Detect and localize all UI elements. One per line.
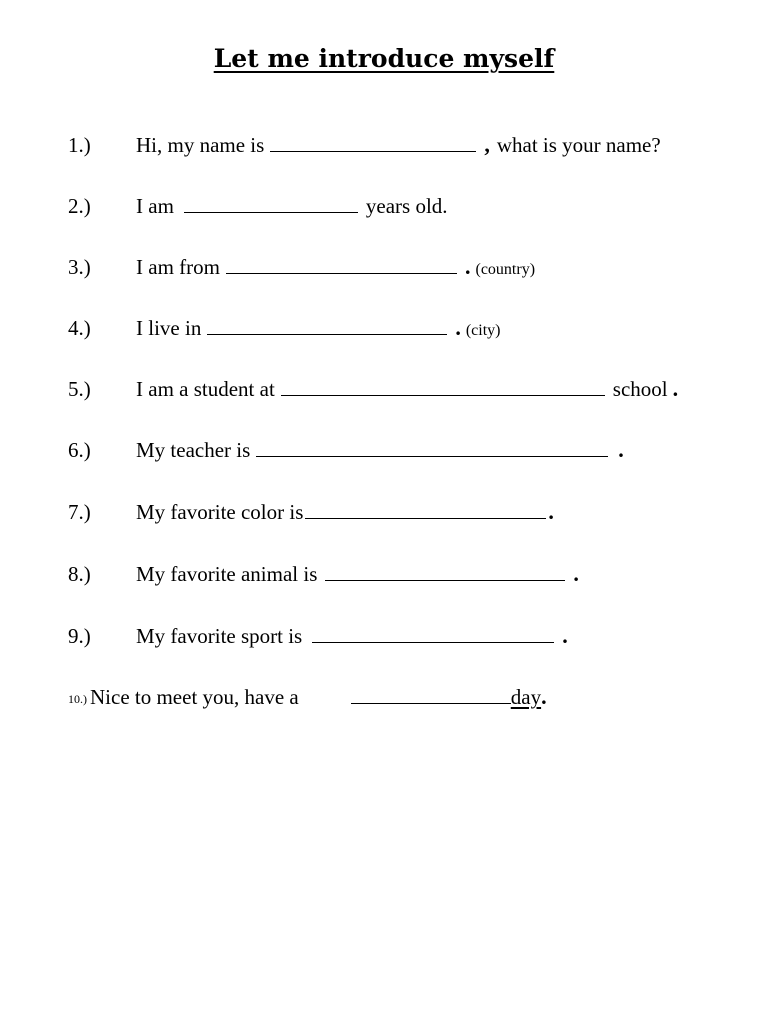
answer-blank[interactable] bbox=[184, 192, 358, 213]
worksheet-item-9 bbox=[0, 621, 768, 651]
item-number: 2.) bbox=[68, 194, 91, 218]
answer-blank[interactable] bbox=[325, 560, 565, 581]
item-hint: (country) bbox=[475, 261, 536, 278]
worksheet-item-10 bbox=[0, 682, 768, 712]
item-punctuation: . bbox=[573, 561, 579, 586]
answer-blank[interactable] bbox=[305, 498, 546, 519]
item-prompt: I am bbox=[136, 194, 174, 218]
item-number: 10.) bbox=[68, 692, 87, 706]
item-number: 8.) bbox=[68, 562, 91, 586]
item-number: 9.) bbox=[68, 624, 91, 648]
item-hint: (city) bbox=[465, 322, 501, 339]
answer-blank[interactable] bbox=[207, 314, 447, 335]
worksheet-item-6 bbox=[0, 435, 768, 465]
item-number: 4.) bbox=[68, 316, 91, 340]
item-prompt: I live in bbox=[136, 316, 202, 340]
answer-blank[interactable] bbox=[256, 436, 608, 457]
worksheet-item-3 bbox=[0, 252, 768, 282]
item-prompt: I am a student at bbox=[136, 377, 275, 401]
item-punctuation: . bbox=[541, 684, 547, 709]
item-punctuation: . bbox=[455, 315, 461, 340]
answer-blank[interactable] bbox=[312, 622, 554, 643]
item-prompt: Hi, my name is bbox=[136, 133, 265, 157]
answer-blank[interactable] bbox=[226, 253, 457, 274]
item-number: 5.) bbox=[68, 377, 91, 401]
item-suffix: what is your name? bbox=[496, 133, 661, 157]
item-punctuation: . bbox=[562, 623, 568, 648]
answer-blank[interactable] bbox=[351, 683, 511, 704]
answer-blank[interactable] bbox=[281, 375, 605, 396]
item-prompt: I am from bbox=[136, 255, 220, 279]
item-punctuation: . bbox=[548, 499, 554, 524]
item-punctuation: . bbox=[464, 254, 471, 279]
item-suffix: school bbox=[612, 377, 668, 401]
item-number: 3.) bbox=[68, 255, 91, 279]
item-prompt: My favorite sport is bbox=[136, 624, 303, 648]
worksheet-item-5 bbox=[0, 374, 768, 404]
item-prompt: My teacher is bbox=[136, 438, 251, 462]
item-number: 1.) bbox=[68, 133, 91, 157]
item-number: 6.) bbox=[68, 438, 91, 462]
item-punctuation: . bbox=[618, 437, 624, 462]
worksheet-item-1 bbox=[0, 130, 768, 160]
item-punctuation: . bbox=[672, 376, 679, 401]
answer-blank[interactable] bbox=[270, 131, 476, 152]
worksheet-item-4 bbox=[0, 313, 768, 343]
worksheet-item-2 bbox=[0, 191, 768, 221]
item-suffix: years old. bbox=[365, 194, 448, 218]
worksheet-item-7 bbox=[0, 497, 768, 527]
item-prompt: My favorite color is bbox=[136, 500, 304, 524]
item-number: 7.) bbox=[68, 500, 91, 524]
worksheet-item-8 bbox=[0, 559, 768, 589]
item-prompt: My favorite animal is bbox=[136, 562, 318, 586]
worksheet-title: Let me introduce myself bbox=[213, 44, 555, 73]
item-punctuation: , bbox=[484, 132, 490, 157]
item-suffix: day bbox=[510, 685, 542, 709]
item-prompt: Nice to meet you, have a bbox=[90, 685, 299, 709]
